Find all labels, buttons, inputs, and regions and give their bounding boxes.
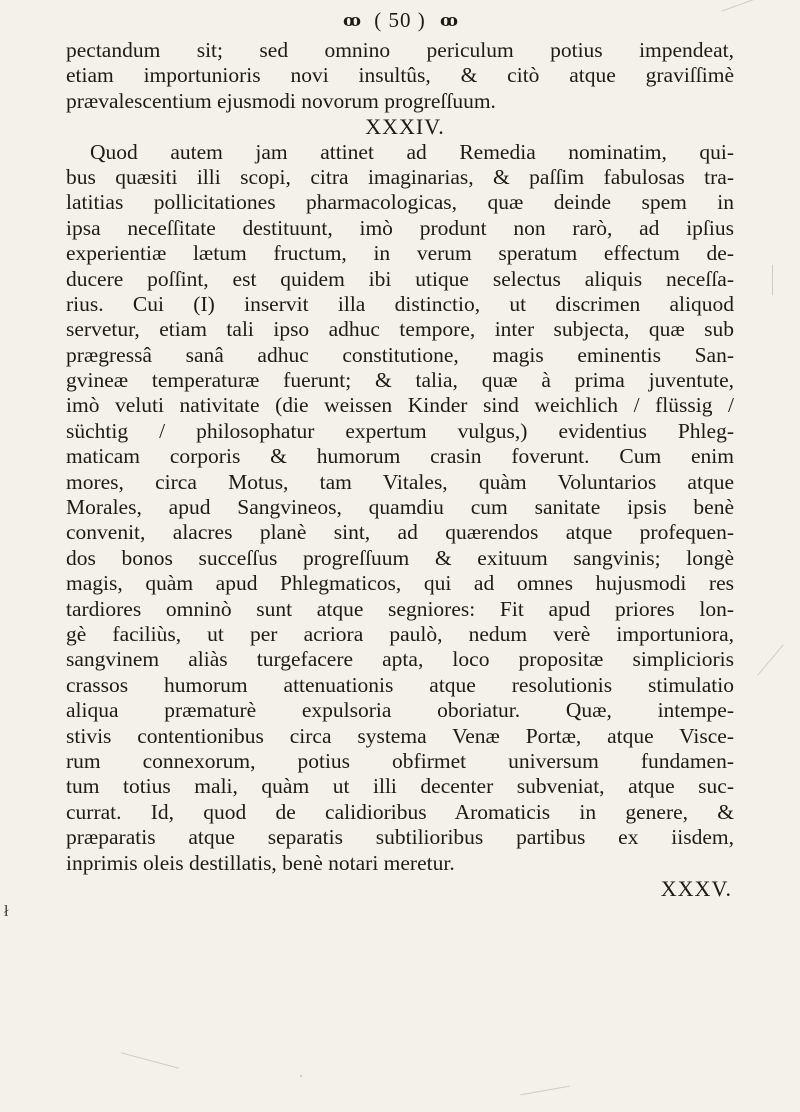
header-ornament-right: ꝏ [440, 11, 458, 30]
text-line: stivis contentionibus circa systema Venæ Portæ, atque Visce- [66, 723, 734, 748]
paper-speck [772, 265, 773, 295]
text-line: rum connexorum, potius obfirmet universum fundamen- [66, 748, 734, 773]
text-line: gè faciliùs, ut per acriora paulò, nedum verè importuniora, [66, 621, 734, 646]
text-line: Morales, apud Sangvineos, quamdiu cum sanitate ipsis benè [66, 495, 734, 520]
text-line: sangvinem aliàs turgefacere apta, loco propositæ simplicioris [66, 647, 734, 672]
text-line: imò veluti nativitate (die weissen Kinder sind weichlich / flüssig / [66, 393, 734, 418]
text-line: bus quæsiti illi scopi, citra imaginarias, & paſſim fabulosas tra- [66, 164, 734, 189]
text-line: servetur, etiam tali ipso adhuc tempore, inter subjecta, quæ sub [66, 317, 734, 342]
text-line: mores, circa Motus, tam Vitales, quàm Voluntarios atque [66, 469, 734, 494]
text-line: crassos humorum attenuationis atque resolutionis stimulatio [66, 672, 734, 697]
text-line: prævalescentium ejusmodi novorum progreſſuum. [66, 88, 496, 113]
text-line: inprimis oleis destillatis, benè notari meretur. [66, 850, 455, 875]
text-line: magis, quàm apud Phlegmaticos, qui ad omnes hujusmodi res [66, 571, 734, 596]
text-line: tum totius mali, quàm ut illi decenter subveniat, atque suc- [66, 774, 734, 799]
paper-speck [520, 1086, 569, 1096]
paragraph-1 [66, 38, 734, 114]
header-ornament-left: ꝏ [342, 11, 360, 30]
text-line: tardiores omninò sunt atque segniores: Fit apud priores lon- [66, 596, 734, 621]
page-number: ( 50 ) [374, 8, 426, 32]
text-line: gvineæ temperaturæ fuerunt; & talia, quæ à prima juventute, [66, 368, 734, 393]
catchword: XXXV. [660, 875, 732, 901]
section-heading: XXXIV. [365, 114, 445, 140]
main-text [66, 38, 734, 901]
paper-speck [757, 644, 783, 675]
text-line: etiam importunioris novi insultûs, & citò atque graviſſimè [66, 63, 734, 88]
text-line: ipsa neceſſitate destituunt, imò produnt non rarò, ad ipſius [66, 215, 734, 240]
page-header [0, 8, 800, 33]
text-line: ducere poſſint, est quidem ibi utique selectus aliquis neceſſa- [66, 266, 734, 291]
text-line: süchtig / philosophatur expertum vulgus,) evidentius Phleg- [66, 418, 734, 443]
text-line: prægressâ sanâ adhuc constitutione, magis eminentis San- [66, 342, 734, 367]
text-line: pectandum sit; sed omnino periculum potius impendeat, [66, 38, 734, 62]
text-line: currat. Id, quod de calidioribus Aromaticis in genere, & [66, 799, 734, 824]
text-line: aliqua præmaturè expulsoria oboriatur. Quæ, intempe- [66, 698, 734, 723]
text-line: præparatis atque separatis subtilioribus partibus ex iisdem, [66, 825, 734, 850]
text-line: latitias pollicitationes pharmacologicas, quæ deinde spem in [66, 190, 734, 215]
paper-speck [300, 1075, 302, 1077]
text-line: Quod autem jam attinet ad Remedia nominatim, qui- [90, 139, 734, 164]
text-line: experientiæ lætum fructum, in verum speratum effectum de- [66, 241, 734, 266]
text-line: dos bonos succeſſus progreſſuum & exituum sangvinis; longè [66, 545, 734, 570]
text-line: maticam corporis & humorum crasin foverunt. Cum enim [66, 444, 734, 469]
margin-mark: ł [4, 903, 9, 920]
text-line: convenit, alacres planè sint, ad quærendos atque profequen- [66, 520, 734, 545]
paragraph-2 [66, 140, 734, 876]
text-line: rius. Cui (I) inservit illa distinctio, ut discrimen aliquod [66, 291, 734, 316]
paper-speck [121, 1052, 179, 1068]
